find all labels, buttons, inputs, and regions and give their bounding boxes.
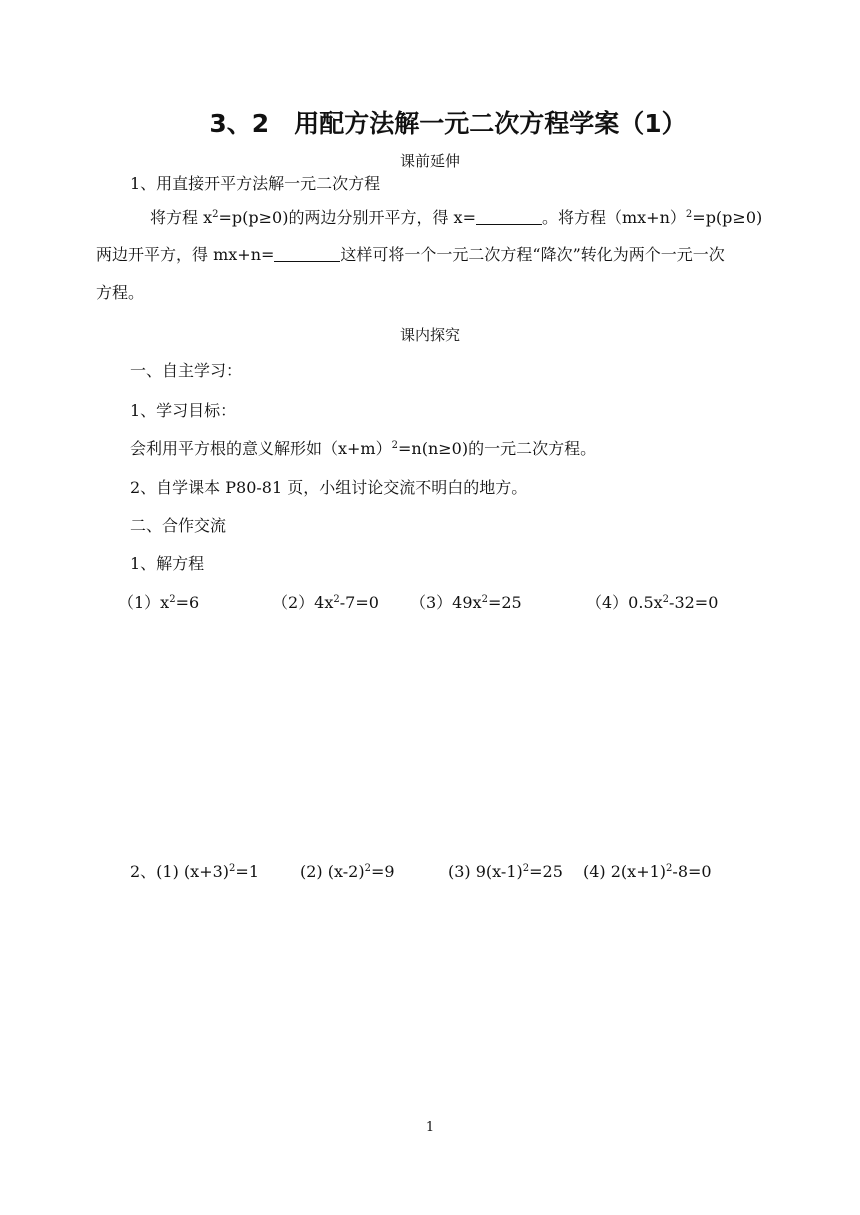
equation-set2-3: (3) $9(x-1)^2=25$ [448,862,563,881]
heading-cooperation: 二、合作交流 [130,516,227,535]
section-heading-in: 课内探究 [399,326,460,344]
page-title: 3、2 用配方法解一元二次方程学案（1） [209,109,687,138]
equation-2: $(2)4x^2-7=0$ [272,593,379,612]
answer-blank[interactable] [274,247,340,262]
pre-item-1: 1、用直接开平方法解一元二次方程 [130,174,381,193]
solve-equations-label: 1、解方程 [130,554,205,573]
equation-set2-2: (2) $(x-2)^2=9$ [300,862,395,881]
equation-set2-1: 2、(1) $(x+3)^2=1$ [130,862,259,881]
equation-4: $(4)0.5x^2-32=0$ [586,593,719,612]
answer-blank[interactable] [476,210,542,225]
pre-paragraph-line-3: 方程。 [96,283,145,302]
pre-paragraph-line-1: 将方程 $x^2=p(p\ge 0)$的两边分别开平方，得 x= 。将方程$(mx+n)^2=p(p\ge 0)$ [150,208,763,227]
section-heading-pre: 课前延伸 [399,152,460,170]
pre-paragraph-line-2: 两边开平方，得 mx+n= 这样可将一个一元二次方程“降次”转化为两个一元一次 [96,245,725,264]
page-number: 1 [425,1120,435,1135]
equation-3: $(3)49x^2=25$ [410,593,522,612]
equation-1: $(1)x^2=6$ [118,593,200,612]
learning-goal-text: 会利用平方根的意义解形如$(x+m)^2=n(n\ge 0)$的一元二次方程。 [130,439,597,458]
self-study-text: 2、自学课本 P80-81 页，小组讨论交流不明白的地方。 [130,478,528,497]
heading-self-study: 一、自主学习： [130,361,243,380]
equation-set2-4: (4) $2(x+1)^2-8=0$ [583,862,712,881]
learning-goal-label: 1、学习目标： [130,401,237,420]
